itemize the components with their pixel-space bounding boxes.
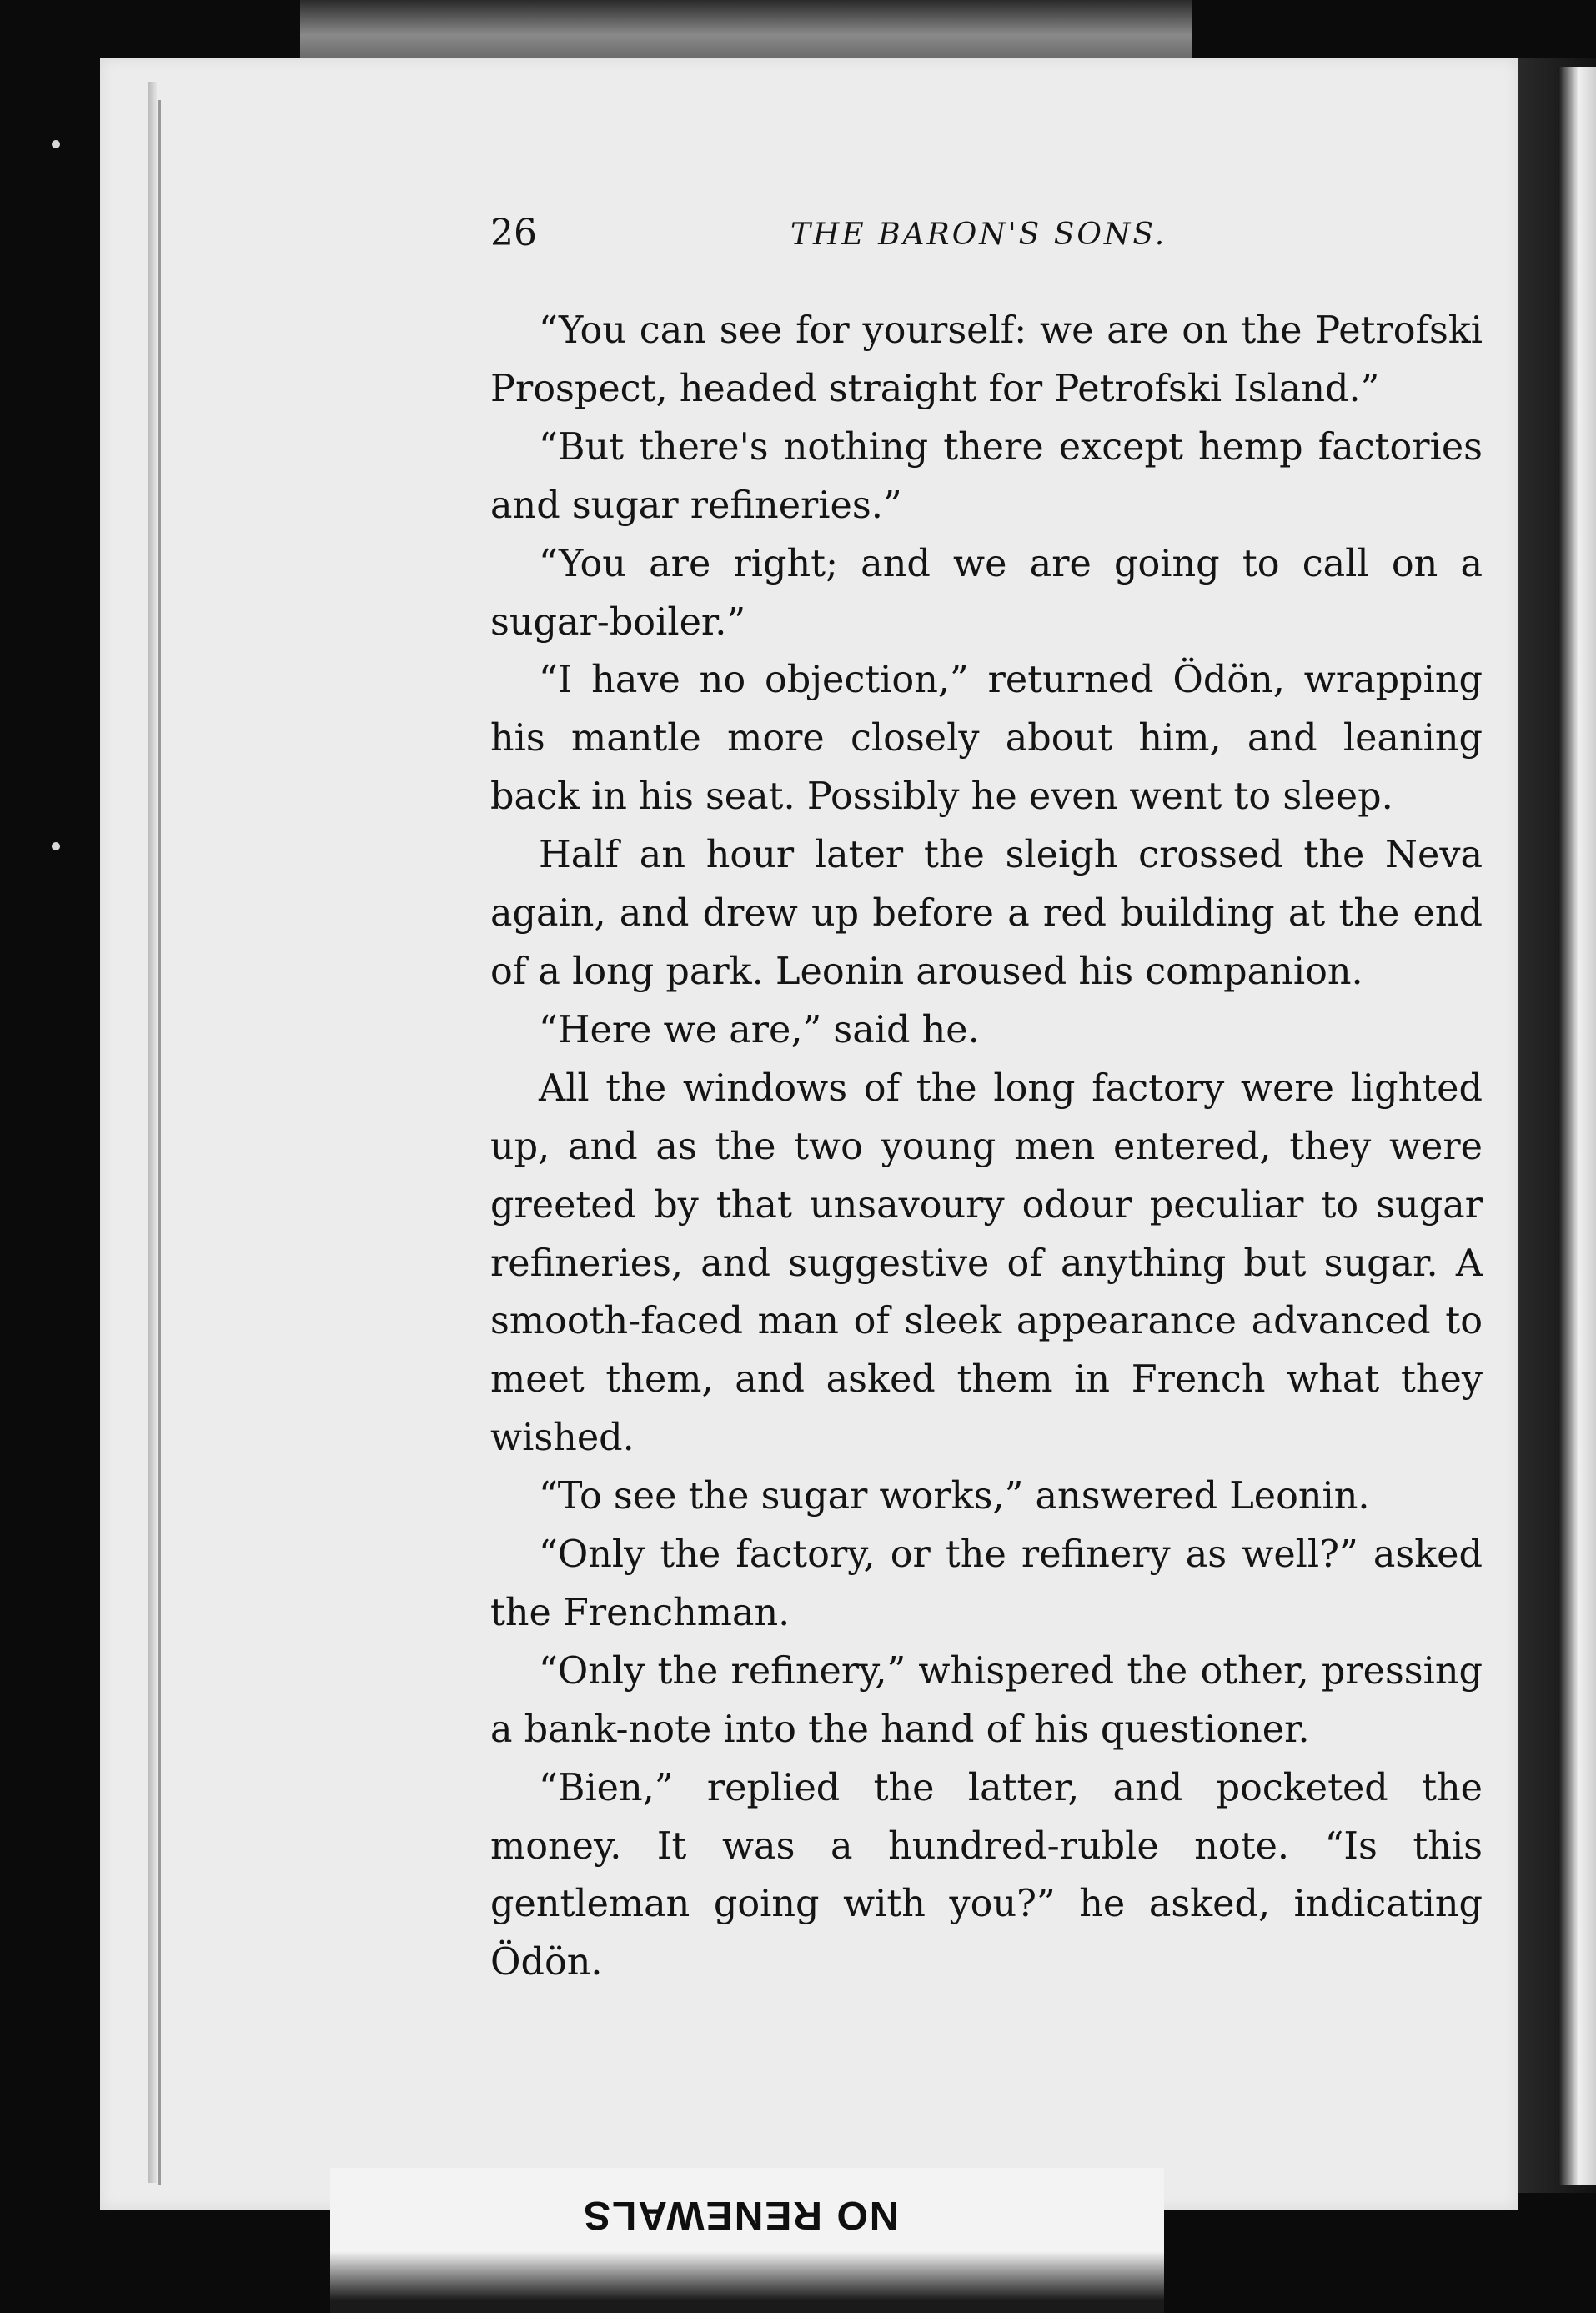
paragraph: “To see the sugar works,” answered Leonin.	[539, 1475, 1370, 1518]
page-gutter-shadow	[148, 82, 157, 2183]
scan-speck	[52, 140, 60, 148]
bottom-shadow	[330, 2251, 1164, 2313]
paragraph: Half an hour later the sleigh crossed the Neva again, and drew up before a red building at the end of a long park. Leonin aroused his companion.	[490, 834, 1483, 993]
page-header	[490, 212, 1483, 273]
page-number: 26	[490, 212, 537, 254]
paragraph: “Only the factory, or the refinery as well?” asked the Frenchman.	[490, 1533, 1483, 1634]
paragraph: “I have no objection,” returned Ödön, wrapping his mantle more closely about him, and leaning back in his seat. Possibly he even went to sleep.	[490, 659, 1483, 819]
paragraph: “Only the refinery,” whispered the other, pressing a bank-note into the hand of his questioner.	[490, 1649, 1483, 1751]
body-text	[490, 302, 1483, 1992]
paragraph: “But there's nothing there except hemp factories and sugar refineries.”	[490, 425, 1483, 527]
paragraph: “You are right; and we are going to call on a sugar-boiler.”	[490, 542, 1483, 644]
paragraph: “Here we are,” said he.	[539, 1008, 980, 1051]
gutter-line	[158, 100, 161, 2185]
top-binding-strip	[300, 0, 1192, 58]
no-renewals-stamp: NO RENEWALS	[582, 2193, 899, 2237]
right-edge-highlight	[1558, 67, 1596, 2185]
paragraph: “Bien,” replied the latter, and pocketed the money. It was a hundred-ruble note. “Is this gentleman going with you?” he asked, indicating Ödön.	[490, 1766, 1483, 1984]
paragraph: “You can see for yourself: we are on the Petrofski Prospect, headed straight for Petrofski Island.”	[490, 309, 1483, 410]
running-title: THE BARON'S SONS.	[790, 218, 1167, 252]
scan-speck	[52, 842, 60, 850]
paragraph: All the windows of the long factory were lighted up, and as the two young men entered, they were greeted by that unsavoury odour peculiar to sugar refineries, and suggestive of anything but sugar. A smooth-faced man of sleek appearance advanced to meet them, and asked them in French what they wished.	[490, 1066, 1483, 1460]
